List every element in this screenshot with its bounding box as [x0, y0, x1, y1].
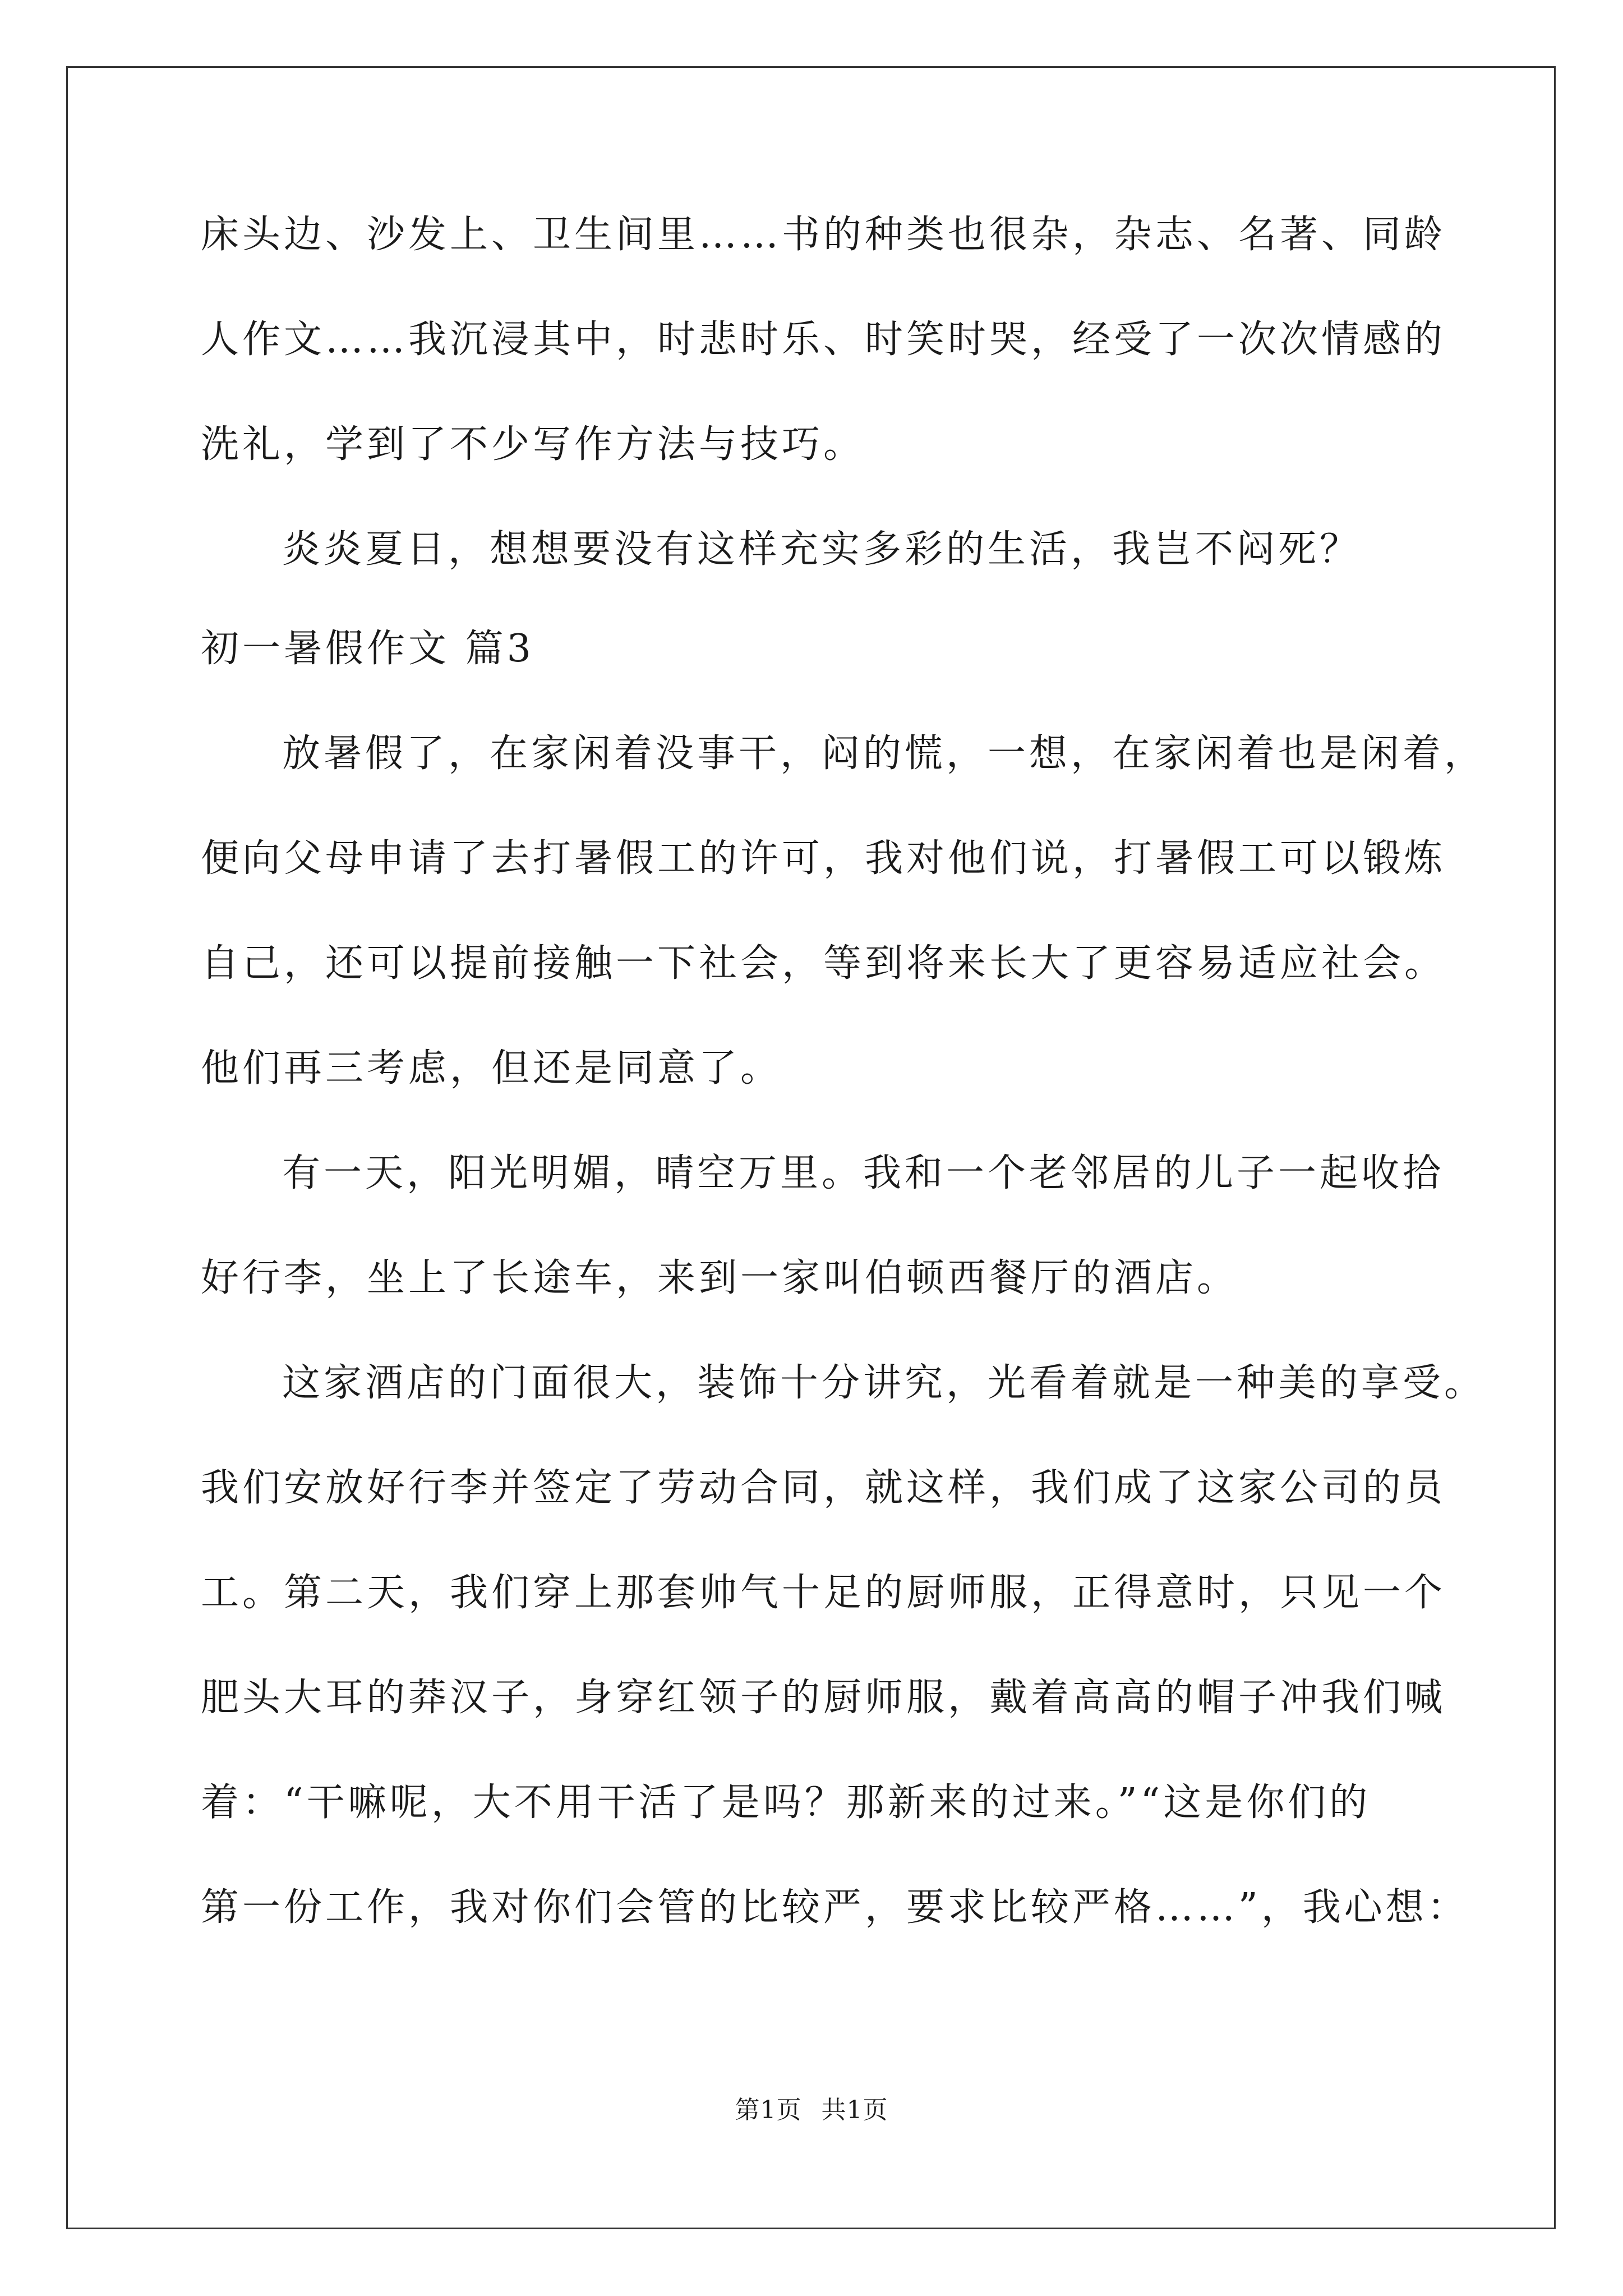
paragraph-line: 我们安放好行李并签定了劳动合同，就这样，我们成了这家公司的员 — [201, 1466, 1446, 1510]
paragraph-line: 洗礼，学到了不少写作方法与技巧。 — [201, 422, 865, 467]
section-heading: 初一暑假作文 篇3 — [201, 627, 534, 671]
page-footer — [0, 2098, 1623, 2123]
paragraph-line: 好行李，坐上了长途车，来到一家叫伯顿西餐厅的酒店。 — [201, 1256, 1239, 1300]
page-number-total: 共1页 — [821, 2096, 888, 2124]
paragraph-line: 这家酒店的门面很大，装饰十分讲究，光看着就是一种美的享受。 — [282, 1361, 1486, 1405]
paragraph-line: 床头边、沙发上、卫生间里……书的种类也很杂，杂志、名著、同龄 — [201, 213, 1446, 257]
page-number-current: 第1页 — [735, 2096, 802, 2124]
paragraph-line: 便向父母申请了去打暑假工的许可，我对他们说，打暑假工可以锻炼 — [201, 836, 1446, 881]
paragraph-line: 他们再三考虑，但还是同意了。 — [201, 1046, 782, 1091]
paragraph-line: 有一天，阳光明媚，晴空万里。我和一个老邻居的儿子一起收拾 — [282, 1151, 1445, 1195]
paragraph-line: 着：“干嘛呢，大不用干活了是吗？那新来的过来。”“这是你们的 — [201, 1780, 1371, 1825]
paragraph-line: 肥头大耳的莽汉子，身穿红领子的厨师服，戴着高高的帽子冲我们喊 — [201, 1676, 1446, 1720]
paragraph-line: 自己，还可以提前接触一下社会，等到将来长大了更容易适应社会。 — [201, 941, 1446, 986]
paragraph-line: 工。第二天，我们穿上那套帅气十足的厨师服，正得意时，只见一个 — [201, 1571, 1446, 1615]
paragraph-line: 炎炎夏日，想想要没有这样充实多彩的生活，我岂不闷死？ — [282, 527, 1362, 572]
paragraph-line: 人作文……我沉浸其中，时悲时乐、时笑时哭，经受了一次次情感的 — [201, 318, 1446, 362]
paragraph-line: 第一份工作，我对你们会管的比较严，要求比较严格……”，我心想： — [201, 1885, 1469, 1930]
paragraph-line: 放暑假了，在家闲着没事干，闷的慌，一想，在家闲着也是闲着， — [282, 731, 1486, 776]
